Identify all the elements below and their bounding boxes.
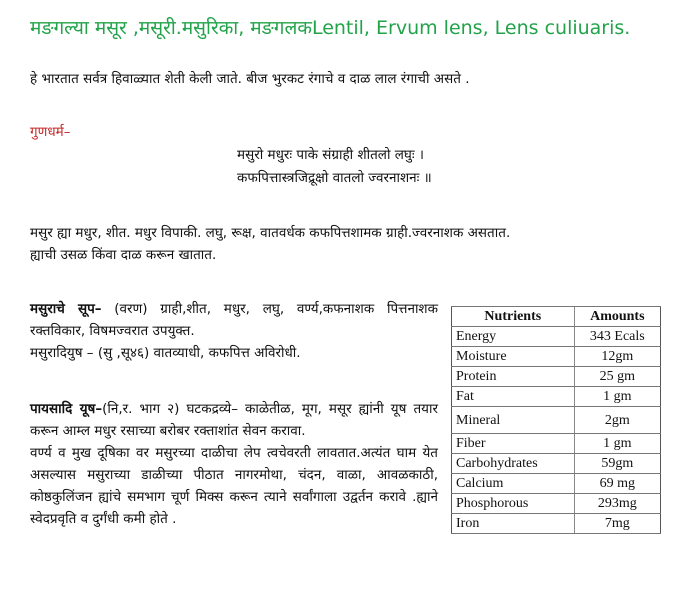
table-row xyxy=(452,454,661,474)
intro-text: हे भारतात सर्वत्र हिवाळ्यात शेती केली जाते. बीज भुरकट रंगाचे व दाळ लाल रंगाची असते . xyxy=(30,71,470,87)
nutrient-name: Iron xyxy=(452,514,575,534)
verse-line-1: मसुरो मधुरः पाके संग्राही शीतलो लघुः । xyxy=(237,147,425,163)
payasadi-text: (नि,र. भाग २) घटकद्रव्ये– काळेतीळ, मूग, मसूर ह्यांनी यूष तयार करून आम्ल मधुर रसाच्या बरोबर रक्ताशांत सेवन करावा. xyxy=(30,401,438,439)
nutrient-name: Carbohydrates xyxy=(452,454,575,474)
soup-heading: मसुराचे सूप– xyxy=(30,301,102,317)
last-paragraph: वर्ण्य व मुख दूषिका वर मसुरच्या दाळीचा लेप त्वचेवरती लावतात.अत्यंत घाम येत असल्यास मसुराच्या डाळीच्या पीठात नागरमोथा, चंदन, वाळा, आवळकाठी, कोष्ठकुलिंजन ह्यांचे समभाग चूर्ण मिक्स करून त्याने सर्वांगाला उद्वर्तन करावे .ह्याने स्वेदप्रवृति व दुर्गंधी कमी होते . xyxy=(30,445,438,527)
nutrient-amount: 343 Ecals xyxy=(574,327,660,347)
table-row xyxy=(452,434,661,454)
nutrient-name: Fiber xyxy=(452,434,575,454)
nutrients-table xyxy=(451,306,661,534)
payasadi-section xyxy=(30,398,438,530)
table-row xyxy=(452,474,661,494)
nutrient-name: Fat xyxy=(452,387,575,407)
table-row xyxy=(452,494,661,514)
nutrient-name: Phosphorous xyxy=(452,494,575,514)
verse-line-2: कफपित्तास्त्रजिद्रूक्षो वातलो ज्वरनाशनः ॥ xyxy=(237,170,432,186)
table-row xyxy=(452,514,661,534)
nutrient-amount: 2gm xyxy=(574,407,660,434)
properties-line-1: मसुर ह्या मधुर, शीत. मधुर विपाकी. लघु, रूक्ष, वातवर्धक कफपित्तशामक ग्राही.ज्वरनाशक असतात. xyxy=(30,225,511,241)
nutrient-amount: 1 gm xyxy=(574,387,660,407)
table-row xyxy=(452,387,661,407)
header-amounts: Amounts xyxy=(574,307,660,327)
nutrient-name: Energy xyxy=(452,327,575,347)
table-row xyxy=(452,367,661,387)
payasadi-heading: पायसादि यूष– xyxy=(30,401,103,417)
yusha-line: मसुरादियुष – (सु ,सू४६) वातव्याधी, कफपित्त अविरोधी. xyxy=(30,345,301,361)
page-title: मङगल्या मसूर ,मसूरी.मसुरिका, मङगलकLentil, Ervum lens, Lens culiuaris. xyxy=(30,17,631,39)
nutrient-amount: 25 gm xyxy=(574,367,660,387)
soup-text: (वरण) ग्राही,शीत, मधुर, लघु, वर्ण्य,कफनाशक पित्तनाशक रक्तविकार, विषमज्वरात उपयुक्त. xyxy=(30,301,438,339)
properties-line-2: ह्याची उसळ किंवा दाळ करून खातात. xyxy=(30,247,217,263)
nutrient-amount: 1 gm xyxy=(574,434,660,454)
nutrient-amount: 12gm xyxy=(574,347,660,367)
table-header-row xyxy=(452,307,661,327)
nutrient-name: Protein xyxy=(452,367,575,387)
nutrient-amount: 59gm xyxy=(574,454,660,474)
nutrient-name: Mineral xyxy=(452,407,575,434)
header-nutrients: Nutrients xyxy=(452,307,575,327)
nutrient-amount: 7mg xyxy=(574,514,660,534)
nutrient-name: Moisture xyxy=(452,347,575,367)
gunadharma-heading: गुणधर्म– xyxy=(30,124,71,140)
nutrient-name: Calcium xyxy=(452,474,575,494)
table-row xyxy=(452,327,661,347)
soup-section xyxy=(30,298,438,364)
nutrient-amount: 69 mg xyxy=(574,474,660,494)
table-row xyxy=(452,407,661,434)
table-row xyxy=(452,347,661,367)
nutrient-amount: 293mg xyxy=(574,494,660,514)
